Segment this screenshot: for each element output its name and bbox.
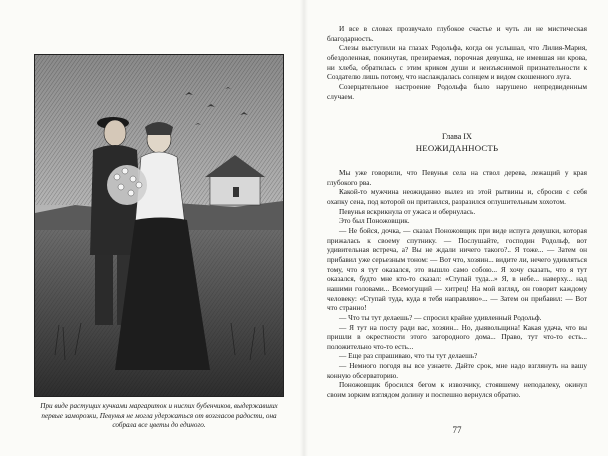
chapter-title: НЕОЖИДАННОСТЬ	[415, 143, 499, 153]
chapter-label: Глава IX	[442, 132, 472, 141]
paragraph: Мы уже говорили, что Певунья села на ствол дерева, лежащий у края глубокого рва.	[327, 168, 587, 187]
paragraph: Певунья вскрикнула от ужаса и обернулась.	[339, 206, 476, 216]
engraving-illustration	[34, 54, 284, 397]
paragraph: И все в словах прозвучало глубокое счастье и чуть ли не мистическая благодарность.	[327, 24, 587, 43]
paragraph: Поножовщик бросился бегом к извозчику, стоявшему неподалеку, окинул своим зорким взглядом долину и поспешно вернулся обратно.	[327, 380, 587, 400]
paragraph: Какой-то мужчина неожиданно вылез из этой рытвины и, сбросив с себя охапку сена, под которой он притаился, разразился оглушительным хохотом.	[327, 187, 587, 206]
opening-text	[327, 24, 587, 101]
illustration-caption: При виде растущих кучками маргариток и ниспих бубенчиков, выдержавших первые заморозки, Певунья не могла удержаться от возгласов радости, она собрала все цветы до единого.	[40, 402, 278, 430]
chapter-text	[327, 168, 587, 400]
paragraph: Слезы выступили на глазах Родольфа, когда он услышал, что Лилия-Мария, обездоленная, покинутая, презираемая, порочная девушка, не имевшая ни крова, ни хлеба, обратилась с этим криком души и неизъяснимой признательности к Создателю лишь потому, что наслаждалась солнцем и видом скошенного луга.	[327, 43, 587, 82]
paragraph: — Еще раз спрашиваю, что ты тут делаешь?	[339, 351, 478, 361]
paragraph: — Я тут на посту ради вас, хозяин... Но, дыявольщина! Какая удача, что вы пришли в окрестности этого загородного дома... Право, тут что-то есть... положительно что-то есть...	[327, 322, 587, 351]
paragraph: — Не бойся, дочка, — сказал Поножовщик при виде испуга девушки, которая прижалась к своему спутнику. — Послушайте, господин Родольф, вот удивительная встреча, а? Вы не ждали ничего такого?.. Я тоже... — Затем он прибавил уже серьезным тоном: — Вот что, хозяин... видите ли, нечего удивляться тому, что я тут оказался, это вышло само собою... Я хочу сказать, что я тут оказался, будто мне кто-то сказал: «Ступай туда...» Я, в небе... наверху... над нашими головами... Всемогущий — хитрец! На мой взгляд, он говорит каждому человеку: «Ступай туда, куда я тебя направляю»... — Затем он прибавил: — Вот что странно!	[327, 225, 587, 313]
page-number: 77	[452, 425, 462, 435]
paragraph: Созерцательное настроение Родольфа было нарушено непредвиденным случаем.	[327, 81, 587, 101]
paragraph: Это был Поножовщик.	[339, 216, 410, 226]
paragraph: — Немного погодя вы все узнаете. Дайте срок, мне надо взглянуть на вашу конную обсерваторию.	[327, 361, 587, 380]
paragraph: — Что ты тут делаешь? — спросил крайне удивленный Родольф.	[339, 312, 542, 322]
